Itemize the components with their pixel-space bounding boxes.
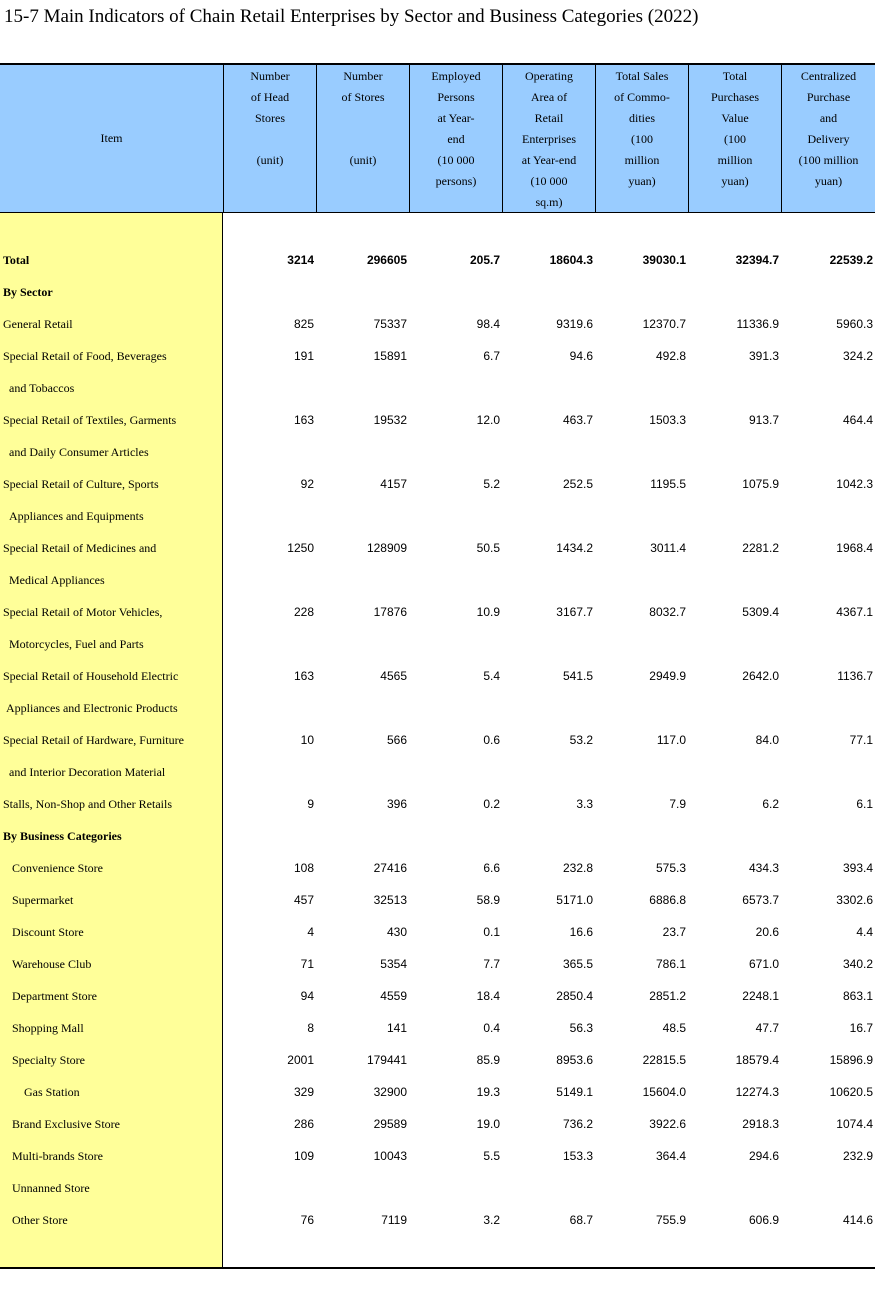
cell-value: 3922.6 <box>649 1117 686 1131</box>
cell-value: 15891 <box>373 349 407 363</box>
cell-value: 128909 <box>366 541 407 555</box>
cell-value: 430 <box>386 925 407 939</box>
cell-value: 3302.6 <box>836 893 873 907</box>
cell-value: 434.3 <box>748 861 779 875</box>
header-col-line: sq.m) <box>535 195 563 209</box>
cell-value: 9 <box>307 797 314 811</box>
header-col-line: (unit) <box>349 153 377 167</box>
cell-value: 6573.7 <box>742 893 779 907</box>
cell-value: 2850.4 <box>556 989 593 1003</box>
row-label: Total <box>3 253 30 267</box>
header-col-line: yuan) <box>814 174 843 188</box>
cell-value: 1042.3 <box>836 477 873 491</box>
table-row <box>0 1012 875 1044</box>
header-col-line: yuan) <box>721 174 749 188</box>
table-row <box>0 1044 875 1076</box>
cell-value: 2001 <box>287 1053 314 1067</box>
cell-value: 6.1 <box>856 797 873 811</box>
cell-value: 6886.8 <box>649 893 686 907</box>
header-col-7 <box>781 65 875 212</box>
row-label: By Business Categories <box>3 829 122 843</box>
cell-value: 53.2 <box>569 733 593 747</box>
cell-value: 541.5 <box>562 669 593 683</box>
cell-value: 12370.7 <box>642 317 686 331</box>
header-col-line: (10 000 <box>530 174 568 188</box>
row-label: and Tobaccos <box>9 381 75 395</box>
header-col-line: Number <box>250 69 290 83</box>
cell-value: 18579.4 <box>735 1053 779 1067</box>
cell-value: 7.7 <box>483 957 500 971</box>
header-col-line: (10 000 <box>437 153 475 167</box>
cell-value: 364.4 <box>655 1149 686 1163</box>
cell-value: 18.4 <box>476 989 500 1003</box>
cell-value: 286 <box>293 1117 314 1131</box>
cell-value: 22539.2 <box>829 253 873 267</box>
cell-value: 913.7 <box>748 413 779 427</box>
cell-value: 492.8 <box>655 349 686 363</box>
header-col-line: of Commo- <box>614 90 670 104</box>
cell-value: 27416 <box>373 861 407 875</box>
cell-value: 109 <box>293 1149 314 1163</box>
row-label: Special Retail of Motor Vehicles, <box>3 605 163 619</box>
header-col-1 <box>223 65 316 212</box>
cell-value: 3.3 <box>576 797 593 811</box>
cell-value: 3214 <box>287 253 314 267</box>
cell-value: 3.2 <box>483 1213 500 1227</box>
cell-value: 12274.3 <box>735 1085 779 1099</box>
cell-value: 50.5 <box>476 541 500 555</box>
cell-value: 1434.2 <box>556 541 593 555</box>
header-col-6 <box>688 65 781 212</box>
row-label: Appliances and Electronic Products <box>6 701 178 715</box>
bottom-rule <box>0 1267 875 1269</box>
table-row <box>0 916 875 948</box>
cell-value: 736.2 <box>562 1117 593 1131</box>
table-row <box>0 1108 875 1140</box>
header-col-line: Persons <box>437 90 475 104</box>
cell-value: 2642.0 <box>742 669 779 683</box>
cell-value: 2949.9 <box>649 669 686 683</box>
header-col-line: Centralized <box>800 69 857 83</box>
cell-value: 3011.4 <box>650 541 686 555</box>
header-col-line: Delivery <box>807 132 850 146</box>
cell-value: 4559 <box>380 989 407 1003</box>
table-row <box>0 884 875 916</box>
cell-value: 324.2 <box>842 349 873 363</box>
cell-value: 7.9 <box>669 797 686 811</box>
header-item-label: Item <box>100 131 123 145</box>
cell-value: 0.6 <box>483 733 500 747</box>
row-label: Special Retail of Hardware, Furniture <box>3 733 184 747</box>
row-label: Specialty Store <box>12 1053 85 1067</box>
cell-value: 4157 <box>380 477 407 491</box>
header-col-line: Purchase <box>806 90 851 104</box>
cell-value: 755.9 <box>655 1213 686 1227</box>
row-label: By Sector <box>3 285 53 299</box>
header-col-3 <box>409 65 502 212</box>
row-label: and Daily Consumer Articles <box>9 445 149 459</box>
table-row <box>0 372 875 404</box>
cell-value: 463.7 <box>562 413 593 427</box>
cell-value: 0.4 <box>483 1021 500 1035</box>
cell-value: 6.6 <box>483 861 500 875</box>
row-label: Supermarket <box>12 893 74 907</box>
cell-value: 15896.9 <box>829 1053 873 1067</box>
cell-value: 457 <box>293 893 314 907</box>
cell-value: 10620.5 <box>829 1085 873 1099</box>
cell-value: 464.4 <box>842 413 873 427</box>
header-col-line: of Stores <box>341 90 385 104</box>
cell-value: 5960.3 <box>836 317 873 331</box>
row-label: Discount Store <box>12 925 84 939</box>
cell-value: 10.9 <box>476 605 500 619</box>
header-col-line: Enterprises <box>522 132 576 146</box>
cell-value: 825 <box>293 317 314 331</box>
cell-value: 1136.7 <box>837 669 873 683</box>
cell-value: 2281.2 <box>742 541 779 555</box>
cell-value: 228 <box>293 605 314 619</box>
cell-value: 39030.1 <box>642 253 686 267</box>
table-row <box>0 436 875 468</box>
header-col-5 <box>595 65 688 212</box>
row-label: and Interior Decoration Material <box>9 765 166 779</box>
header-col-line: end <box>447 132 465 146</box>
table-row <box>0 1172 875 1204</box>
cell-value: 94 <box>300 989 314 1003</box>
header-col-line: million <box>624 153 660 167</box>
cell-value: 786.1 <box>655 957 686 971</box>
cell-value: 10043 <box>373 1149 407 1163</box>
table-row <box>0 500 875 532</box>
cell-value: 163 <box>293 413 314 427</box>
table-row <box>0 1204 875 1236</box>
table-row <box>0 276 875 308</box>
cell-value: 5.4 <box>483 669 500 683</box>
row-label: Multi-brands Store <box>12 1149 103 1163</box>
header-col-line: Retail <box>534 111 564 125</box>
cell-value: 0.2 <box>483 797 500 811</box>
row-label: Shopping Mall <box>12 1021 84 1035</box>
cell-value: 19532 <box>373 413 407 427</box>
table-row <box>0 724 875 756</box>
row-label: General Retail <box>3 317 73 331</box>
header-col-2 <box>316 65 409 212</box>
cell-value: 32394.7 <box>735 253 779 267</box>
header-col-line: Purchases <box>711 90 759 104</box>
cell-value: 7119 <box>381 1213 407 1227</box>
header-col-line: yuan) <box>628 174 656 188</box>
header-col-line: Value <box>721 111 749 125</box>
row-label: Appliances and Equipments <box>9 509 144 523</box>
row-label: Gas Station <box>24 1085 80 1099</box>
table-row <box>0 628 875 660</box>
table-row <box>0 788 875 820</box>
header-col-line: at Year- <box>437 111 475 125</box>
cell-value: 606.9 <box>748 1213 779 1227</box>
table-row <box>0 340 875 372</box>
cell-value: 108 <box>293 861 314 875</box>
table-row <box>0 820 875 852</box>
header-col-line: (100 <box>631 132 653 146</box>
header-col-line: Operating <box>525 69 573 83</box>
row-label: Other Store <box>12 1213 68 1227</box>
cell-value: 71 <box>300 957 314 971</box>
cell-value: 85.9 <box>476 1053 500 1067</box>
cell-value: 393.4 <box>842 861 873 875</box>
table-row <box>0 564 875 596</box>
row-label: Stalls, Non-Shop and Other Retails <box>3 797 172 811</box>
cell-value: 5171.0 <box>556 893 593 907</box>
table-row <box>0 692 875 724</box>
header-col-line: Stores <box>255 111 285 125</box>
header-col-line: Number <box>343 69 383 83</box>
cell-value: 4 <box>307 925 314 939</box>
cell-value: 671.0 <box>748 957 779 971</box>
cell-value: 19.0 <box>476 1117 500 1131</box>
cell-value: 391.3 <box>748 349 779 363</box>
cell-value: 32900 <box>373 1085 407 1099</box>
cell-value: 329 <box>293 1085 314 1099</box>
cell-value: 294.6 <box>748 1149 779 1163</box>
cell-value: 414.6 <box>842 1213 873 1227</box>
cell-value: 76 <box>300 1213 314 1227</box>
cell-value: 6.7 <box>483 349 500 363</box>
cell-value: 10 <box>300 733 314 747</box>
cell-value: 48.5 <box>662 1021 686 1035</box>
cell-value: 20.6 <box>755 925 779 939</box>
cell-value: 29589 <box>373 1117 407 1131</box>
cell-value: 5.5 <box>483 1149 500 1163</box>
cell-value: 296605 <box>366 253 407 267</box>
row-label: Special Retail of Culture, Sports <box>3 477 159 491</box>
table-row <box>0 1076 875 1108</box>
cell-value: 47.7 <box>755 1021 779 1035</box>
cell-value: 566 <box>386 733 407 747</box>
header-col-line: million <box>717 153 753 167</box>
row-label: Special Retail of Textiles, Garments <box>3 413 177 427</box>
cell-value: 17876 <box>373 605 407 619</box>
cell-value: 5309.4 <box>742 605 779 619</box>
header-col-line: Area of <box>530 90 568 104</box>
table-row <box>0 852 875 884</box>
cell-value: 0.1 <box>483 925 500 939</box>
cell-value: 4.4 <box>856 925 873 939</box>
header-col-line: Total Sales <box>615 69 669 83</box>
row-label: Motorcycles, Fuel and Parts <box>9 637 144 651</box>
cell-value: 23.7 <box>662 925 686 939</box>
cell-value: 56.3 <box>569 1021 593 1035</box>
cell-value: 141 <box>386 1021 407 1035</box>
table-row <box>0 980 875 1012</box>
cell-value: 77.1 <box>849 733 873 747</box>
cell-value: 8 <box>307 1021 314 1035</box>
cell-value: 2248.1 <box>742 989 779 1003</box>
cell-value: 232.9 <box>842 1149 873 1163</box>
cell-value: 205.7 <box>469 253 500 267</box>
table-row <box>0 244 875 276</box>
row-label: Special Retail of Medicines and <box>3 541 157 555</box>
header-col-line: of Head <box>250 90 290 104</box>
row-label: Medical Appliances <box>9 573 105 587</box>
cell-value: 232.8 <box>562 861 593 875</box>
header-item-cell <box>0 65 223 212</box>
header-col-line: and <box>819 111 838 125</box>
cell-value: 6.2 <box>762 797 779 811</box>
row-label: Brand Exclusive Store <box>12 1117 120 1131</box>
header-col-line: dities <box>629 111 655 125</box>
cell-value: 163 <box>293 669 314 683</box>
cell-value: 4565 <box>380 669 407 683</box>
cell-value: 18604.3 <box>549 253 593 267</box>
header-col-4 <box>502 65 595 212</box>
cell-value: 3167.7 <box>556 605 593 619</box>
cell-value: 12.0 <box>476 413 500 427</box>
row-label: Warehouse Club <box>12 957 92 971</box>
table-row <box>0 596 875 628</box>
cell-value: 1195.5 <box>650 477 686 491</box>
cell-value: 94.6 <box>569 349 593 363</box>
cell-value: 340.2 <box>842 957 873 971</box>
header-col-line: persons) <box>435 174 477 188</box>
table-row <box>0 308 875 340</box>
cell-value: 365.5 <box>562 957 593 971</box>
header-col-line: at Year-end <box>521 153 577 167</box>
cell-value: 2851.2 <box>649 989 686 1003</box>
cell-value: 22815.5 <box>642 1053 686 1067</box>
cell-value: 1968.4 <box>836 541 873 555</box>
cell-value: 191 <box>293 349 314 363</box>
cell-value: 98.4 <box>476 317 500 331</box>
table-title: 15-7 Main Indicators of Chain Retail Enterprises by Sector and Business Categories (2022) <box>4 6 699 27</box>
cell-value: 75337 <box>373 317 407 331</box>
table-row <box>0 948 875 980</box>
cell-value: 5.2 <box>483 477 500 491</box>
cell-value: 19.3 <box>476 1085 500 1099</box>
header-col-line: (100 million <box>798 153 859 167</box>
header-col-line: Total <box>722 69 748 83</box>
cell-value: 1503.3 <box>649 413 686 427</box>
cell-value: 92 <box>300 477 314 491</box>
row-label: Special Retail of Household Electric <box>3 669 179 683</box>
cell-value: 117.0 <box>656 733 686 747</box>
table-row <box>0 404 875 436</box>
cell-value: 1250 <box>287 541 314 555</box>
cell-value: 5149.1 <box>556 1085 593 1099</box>
table-row <box>0 1140 875 1172</box>
cell-value: 252.5 <box>562 477 593 491</box>
table-row <box>0 532 875 564</box>
header-col-line: Employed <box>431 69 481 83</box>
table-header <box>0 65 875 213</box>
cell-value: 15604.0 <box>642 1085 686 1099</box>
cell-value: 153.3 <box>562 1149 593 1163</box>
cell-value: 179441 <box>366 1053 407 1067</box>
table-row <box>0 468 875 500</box>
table-row <box>0 756 875 788</box>
cell-value: 84.0 <box>755 733 779 747</box>
cell-value: 8032.7 <box>649 605 686 619</box>
row-label: Special Retail of Food, Beverages <box>3 349 167 363</box>
row-label: Unnanned Store <box>12 1181 90 1195</box>
row-label: Convenience Store <box>12 861 103 875</box>
cell-value: 396 <box>386 797 407 811</box>
cell-value: 58.9 <box>476 893 500 907</box>
cell-value: 5354 <box>380 957 407 971</box>
cell-value: 2918.3 <box>742 1117 779 1131</box>
cell-value: 16.6 <box>569 925 593 939</box>
table-row <box>0 660 875 692</box>
cell-value: 1074.4 <box>836 1117 873 1131</box>
cell-value: 11336.9 <box>736 317 779 331</box>
row-label: Department Store <box>12 989 97 1003</box>
header-col-line: (100 <box>724 132 746 146</box>
cell-value: 68.7 <box>569 1213 593 1227</box>
cell-value: 1075.9 <box>742 477 779 491</box>
header-col-line: (unit) <box>256 153 284 167</box>
cell-value: 32513 <box>373 893 407 907</box>
cell-value: 863.1 <box>842 989 873 1003</box>
cell-value: 4367.1 <box>836 605 873 619</box>
cell-value: 16.7 <box>849 1021 873 1035</box>
cell-value: 8953.6 <box>556 1053 593 1067</box>
cell-value: 575.3 <box>655 861 686 875</box>
cell-value: 9319.6 <box>556 317 593 331</box>
